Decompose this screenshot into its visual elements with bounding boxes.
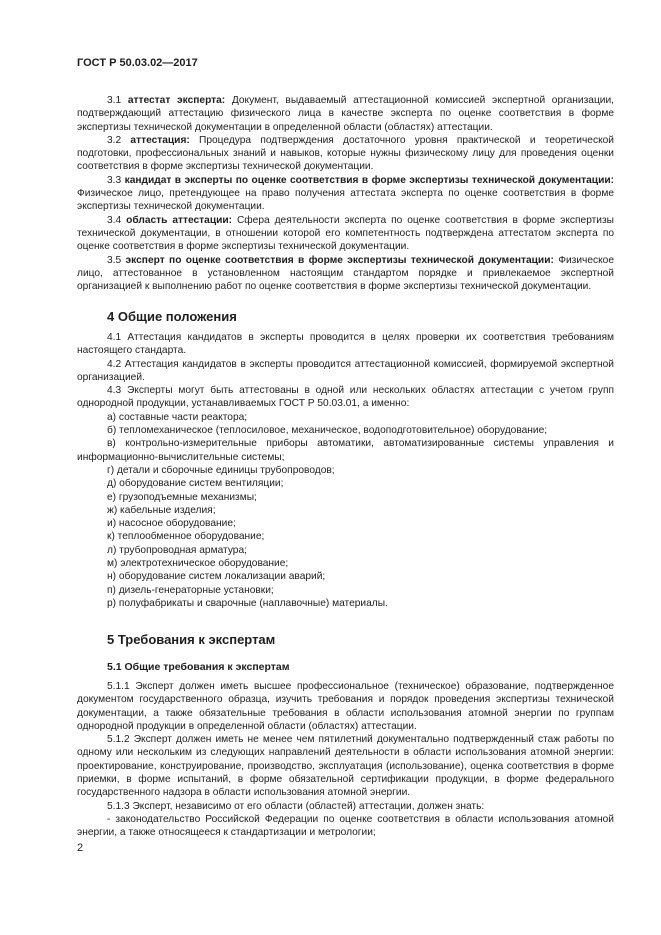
definitions-block [77, 94, 614, 293]
definition-3-5: 3.5 эксперт по оценке соответствия в форме экспертизы технической документации: Физическое лицо, аттестованное в установленном настоящим стандартом порядке и привлекаемое экспертной организацией к выполнению работ по оценке соответствия в форме экспертизы технической документации. [77, 254, 614, 293]
document-code-header: ГОСТ Р 50.03.02—2017 [77, 57, 198, 69]
list-item: г) детали и сборочные единицы трубопроводов; [107, 464, 335, 476]
list-item: п) дизель-генераторные установки; [107, 584, 274, 596]
definition-3-2: 3.2 аттестация: Процедура подтверждения достаточного уровня практической и теоретической подготовки, профессиональных знаний и навыков, которые нужны физическому лицу для проведения оценки соответствия в форме экспертизы технической документации. [77, 134, 614, 173]
paragraph-4-3: 4.3 Эксперты могут быть аттестованы в одной или нескольких областях аттестации с учетом групп однородной продукции, устанавливаемых ГОСТ Р 50.03.01, а именно: [77, 385, 614, 410]
section-5-1-heading: 5.1 Общие требования к экспертам [107, 661, 290, 673]
definition-3-4: 3.4 область аттестации: Сфера деятельности эксперта по оценке соответствия в форме экспертизы технической документации, в отношении которой его компетентность подтверждена аттестатом эксперта по оценке соответствия в форме экспертизы технической документации. [77, 214, 614, 253]
section-4-heading: 4 Общие положения [107, 309, 237, 324]
paragraph-5-1-3-item: - законодательство Российской Федерации по оценке соответствия в области использования атомной энергии, а также относящееся к стандартизации и метрологии; [77, 813, 614, 839]
paragraph-4-1: 4.1 Аттестация кандидатов в эксперты проводится в целях проверки их соответствия требованиям настоящего стандарта. [77, 332, 614, 357]
paragraph-5-1-1: 5.1.1 Эксперт должен иметь высшее профессиональное (техническое) образование, подтвержденное документом государственного образца, изучить требования и порядок проведения экспертизы технической документации, а также обязательные требования в области использования атомной энергии по группам однородной продукции в определенной области (областях) аттестации. [77, 681, 614, 732]
list-item: е) грузоподъемные механизмы; [107, 491, 257, 503]
definition-3-3: 3.3 кандидат в эксперты по оценке соответствия в форме экспертизы технической документации: Физическое лицо, претендующее на право получения аттестата эксперта по оценке соответствия в форме экспертизы технической документации. [77, 174, 614, 213]
paragraph-5-1-2: 5.1.2 Эксперт должен иметь не менее чем пятилетний документально подтвержденный стаж работы по одному или нескольким из следующих направлений деятельности в области использования атомной энергии: проектирование, конструирование, производство, эксплуатация (использование), оценка соответствия в форме приемки, в форме испытаний, в форме обязательной сертификации продукции, в форме федерального государственного надзора в области использования атомной энергии. [77, 734, 614, 799]
list-item: в) контрольно-измерительные приборы автоматики, автоматизированные системы управления и информационно-вычислительные системы; [77, 438, 614, 463]
list-item: д) оборудование систем вентиляции; [107, 478, 284, 490]
list-item: б) тепломеханическое (теплосиловое, механическое, водоподготовительное) оборудование; [107, 425, 548, 437]
list-item: к) теплообменное оборудование; [107, 531, 265, 543]
paragraph-5-1-3: 5.1.3 Эксперт, независимо от его области (областей) аттестации, должен знать: [107, 800, 485, 812]
list-item: н) оборудование систем локализации аварий; [107, 571, 326, 583]
list-item: а) составные части реактора; [107, 411, 248, 423]
list-item: ж) кабельные изделия; [107, 504, 216, 516]
paragraph-4-2: 4.2 Аттестация кандидатов в эксперты проводится аттестационной комиссией, формируемой экспертной организацией. [77, 358, 614, 383]
page-number: 2 [77, 842, 84, 854]
list-item: и) насосное оборудование; [107, 518, 236, 530]
list-item: м) электротехническое оборудование; [107, 558, 289, 570]
list-item: л) трубопроводная арматура; [107, 544, 247, 556]
section-5-body [77, 680, 614, 840]
list-item: р) полуфабрикаты и сварочные (наплавочные) материалы. [107, 597, 388, 609]
section-4-body [77, 331, 614, 610]
definition-3-1: 3.1 аттестат эксперта: Документ, выдаваемый аттестационной комиссией экспертной организации, подтверждающий аттестацию физического лица в качестве эксперта по оценке соответствия в форме экспертизы технической документации в определенной области (областях) аттестации. [77, 95, 614, 133]
section-5-heading: 5 Требования к экспертам [107, 632, 276, 647]
